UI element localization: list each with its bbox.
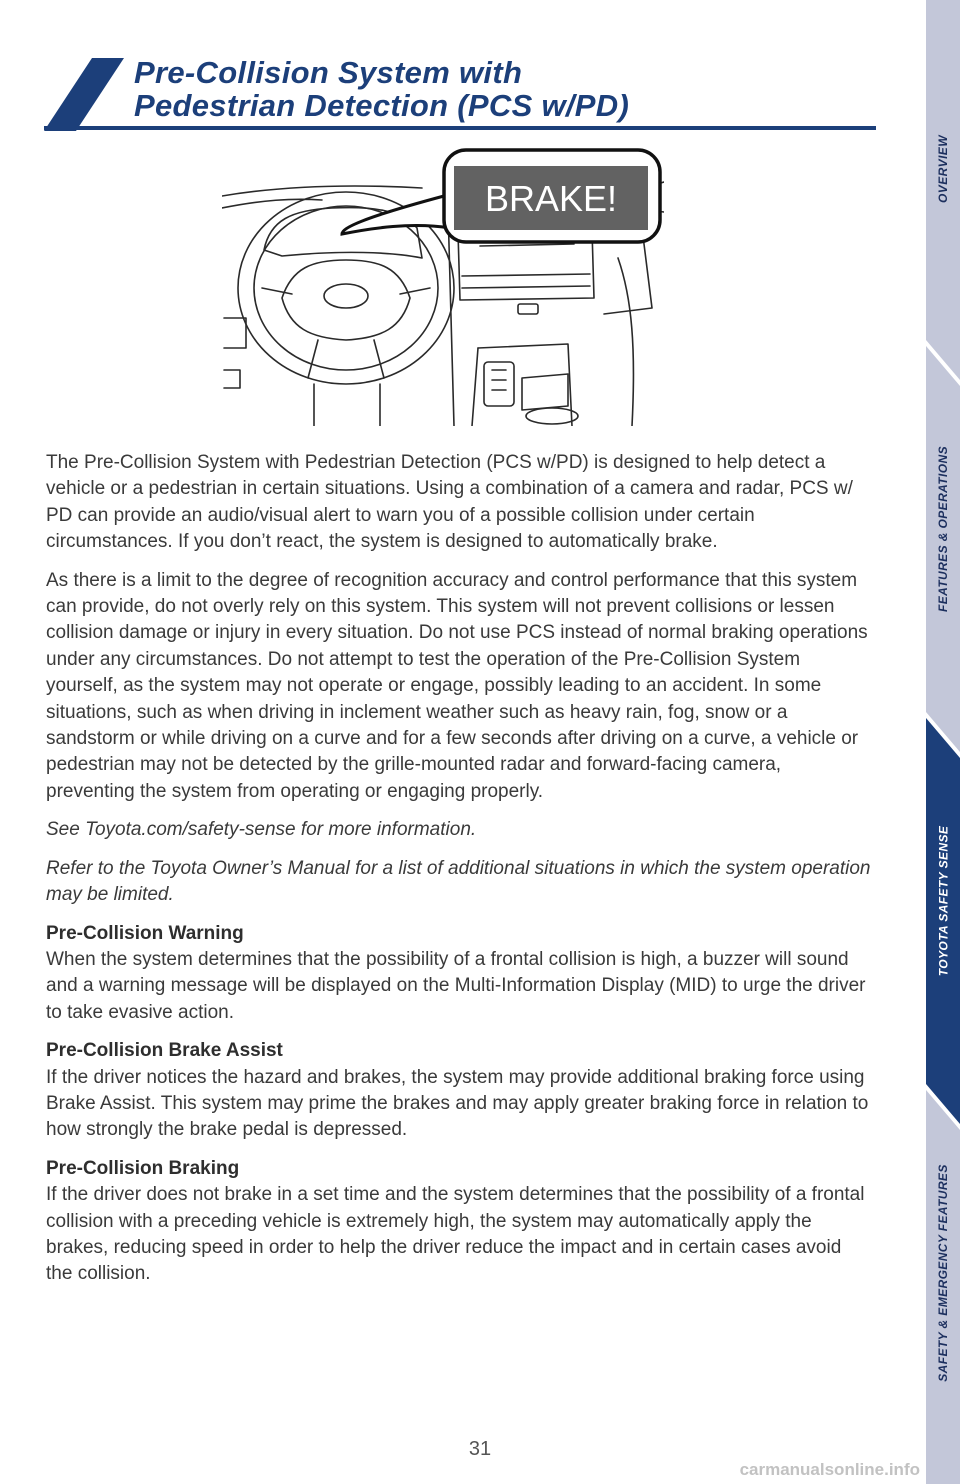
tab-overview[interactable]: OVERVIEW: [936, 135, 951, 203]
limitations-paragraph: As there is a limit to the degree of recognition accuracy and control performance that this system can provide, do not overly rely on this system. This system will not prevent collisions or lessen collision damage or injury in every situation. Do not use PCS instead of normal braking operations under any circumstances. Do not attempt to test the operation of the Pre-Collision System yourself, as the system may not operate or engage, possibly leading to an accident. In some situations, such as when driving in inclement weather such as heavy rain, fog, snow or a sandstorm or while driving on a curve and for a few seconds after driving on a curve, a vehicle or pedestrian may not be detected by the grille-mounted radar and forward-facing camera, preventing the system from operating or engaging properly.: [46, 569, 868, 802]
tab-features-operations[interactable]: FEATURES & OPERATIONS: [936, 446, 950, 612]
dashboard-illustration: [222, 148, 664, 426]
section-heading: Pre-Collision Braking: [46, 1157, 240, 1179]
intro-paragraph: The Pre-Collision System with Pedestrian Detection (PCS w/PD) is designed to help detect a vehicle or a pedestrian in certain situations. Using a combination of a camera and radar, PCS w/ PD can provide an audio/visual alert to warn you of a possible collision under certain circumstances. If you don’t react, the system is designed to automatically brake.: [46, 452, 853, 553]
brake-alert-text: BRAKE!: [484, 178, 618, 219]
page-number: 31: [468, 1438, 492, 1460]
section-heading: Pre-Collision Brake Assist: [46, 1040, 283, 1062]
owners-manual-note: Refer to the Toyota Owner’s Manual for a list of additional situations in which the system operation may be limited.: [46, 857, 871, 906]
section-heading: Pre-Collision Warning: [46, 922, 244, 944]
body-content: [46, 450, 872, 1300]
page-title: [134, 56, 894, 122]
section-text: If the driver does not brake in a set time and the system determines that the possibility of a frontal collision with a preceding vehicle is extremely high, the system may automatically apply the brakes, reducing speed in order to help the driver reduce the impact and in certain cases avoid the collision.: [46, 1184, 865, 1285]
page-title-line2: Pedestrian Detection (PCS w/PD): [134, 88, 630, 123]
tab-safety-emergency-features[interactable]: SAFETY & EMERGENCY FEATURES: [936, 1164, 950, 1382]
section-text: If the driver notices the hazard and brakes, the system may provide additional braking force using Brake Assist. This system may prime the brakes and may apply greater braking force in relation to how strongly the brake pedal is depressed.: [46, 1066, 869, 1141]
side-tabs: [926, 0, 960, 1484]
header-stripe-graphic: [44, 58, 124, 131]
section-pre-collision-brake-assist: [46, 1038, 872, 1144]
safety-sense-note: See Toyota.com/safety-sense for more information.: [46, 819, 477, 841]
section-pre-collision-braking: [46, 1156, 872, 1288]
tab-toyota-safety-sense[interactable]: TOYOTA SAFETY SENSE: [936, 825, 950, 977]
header-rule: [44, 126, 876, 130]
watermark: carmanualsonline.info: [739, 1460, 920, 1479]
page-title-line1: Pre-Collision System with: [134, 55, 523, 90]
section-pre-collision-warning: [46, 921, 872, 1027]
section-text: When the system determines that the possibility of a frontal collision is high, a buzzer will sound and a warning message will be displayed on the Multi-Information Display (MID) to urge the driver to take evasive action.: [46, 948, 866, 1023]
